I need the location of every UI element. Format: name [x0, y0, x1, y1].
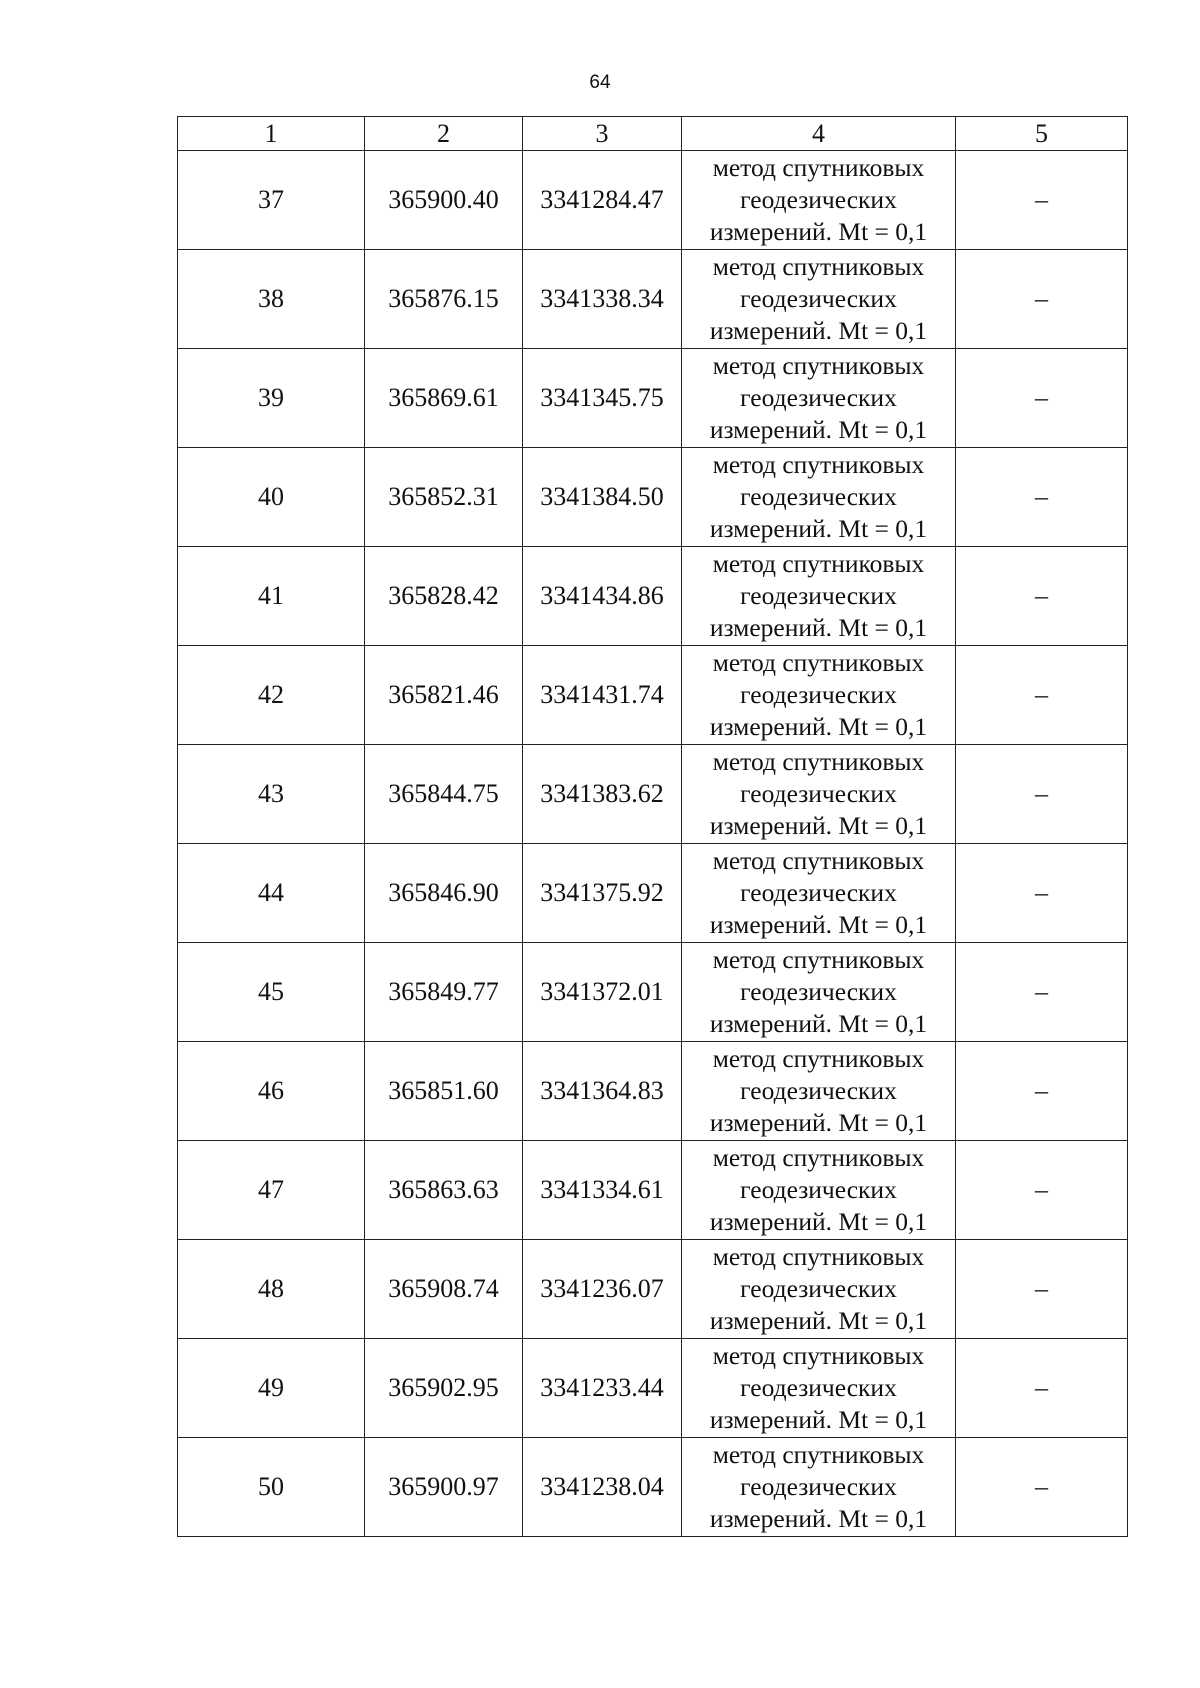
method-line: измерений. Mt = 0,1	[709, 811, 928, 840]
table-row	[178, 1240, 1128, 1339]
method-line: метод спутниковых	[712, 549, 925, 578]
table-row	[178, 943, 1128, 1042]
method-cell	[682, 646, 956, 745]
method-line: метод спутниковых	[712, 1440, 925, 1469]
table-row	[178, 1141, 1128, 1240]
column-header: 3	[523, 117, 682, 151]
method-line: геодезических	[740, 878, 897, 907]
method-cell	[682, 250, 956, 349]
point-number-cell: 37	[178, 151, 365, 250]
x-coordinate-cell: 365863.63	[365, 1141, 523, 1240]
y-coordinate-cell: 3341434.86	[523, 547, 682, 646]
method-line: метод спутниковых	[712, 450, 925, 479]
point-number-cell: 48	[178, 1240, 365, 1339]
table-row	[178, 448, 1128, 547]
method-cell	[682, 349, 956, 448]
point-number-cell: 47	[178, 1141, 365, 1240]
y-coordinate-cell: 3341345.75	[523, 349, 682, 448]
method-cell	[682, 1339, 956, 1438]
point-number-cell: 46	[178, 1042, 365, 1141]
note-cell: –	[956, 547, 1128, 646]
note-cell: –	[956, 1339, 1128, 1438]
y-coordinate-cell: 3341375.92	[523, 844, 682, 943]
table-row	[178, 646, 1128, 745]
point-number-cell: 45	[178, 943, 365, 1042]
x-coordinate-cell: 365876.15	[365, 250, 523, 349]
note-cell: –	[956, 1141, 1128, 1240]
method-line: метод спутниковых	[712, 351, 925, 380]
y-coordinate-cell: 3341372.01	[523, 943, 682, 1042]
note-cell: –	[956, 151, 1128, 250]
note-cell: –	[956, 646, 1128, 745]
method-line: измерений. Mt = 0,1	[709, 1504, 928, 1533]
x-coordinate-cell: 365821.46	[365, 646, 523, 745]
method-line: метод спутниковых	[712, 153, 925, 182]
method-line: геодезических	[740, 482, 897, 511]
table-row	[178, 250, 1128, 349]
method-cell	[682, 943, 956, 1042]
method-cell	[682, 745, 956, 844]
method-line: геодезических	[740, 284, 897, 313]
point-number-cell: 39	[178, 349, 365, 448]
method-line: метод спутниковых	[712, 1341, 925, 1370]
method-line: измерений. Mt = 0,1	[709, 514, 928, 543]
method-line: измерений. Mt = 0,1	[709, 712, 928, 741]
method-cell	[682, 844, 956, 943]
y-coordinate-cell: 3341431.74	[523, 646, 682, 745]
method-line: метод спутниковых	[712, 1242, 925, 1271]
method-cell	[682, 151, 956, 250]
x-coordinate-cell: 365902.95	[365, 1339, 523, 1438]
method-line: измерений. Mt = 0,1	[709, 1009, 928, 1038]
point-number-cell: 49	[178, 1339, 365, 1438]
y-coordinate-cell: 3341384.50	[523, 448, 682, 547]
page-number: 64	[589, 72, 611, 93]
point-number-cell: 38	[178, 250, 365, 349]
method-line: метод спутниковых	[712, 648, 925, 677]
point-number-cell: 50	[178, 1438, 365, 1537]
point-number-cell: 44	[178, 844, 365, 943]
x-coordinate-cell: 365844.75	[365, 745, 523, 844]
note-cell: –	[956, 349, 1128, 448]
method-line: геодезических	[740, 977, 897, 1006]
column-header: 5	[956, 117, 1128, 151]
method-line: измерений. Mt = 0,1	[709, 910, 928, 939]
table-row	[178, 547, 1128, 646]
note-cell: –	[956, 1240, 1128, 1339]
method-line: измерений. Mt = 0,1	[709, 1207, 928, 1236]
note-cell: –	[956, 1438, 1128, 1537]
method-line: геодезических	[740, 1274, 897, 1303]
method-line: геодезических	[740, 1373, 897, 1402]
note-cell: –	[956, 1042, 1128, 1141]
x-coordinate-cell: 365849.77	[365, 943, 523, 1042]
x-coordinate-cell: 365846.90	[365, 844, 523, 943]
method-cell	[682, 1240, 956, 1339]
method-line: геодезических	[740, 383, 897, 412]
x-coordinate-cell: 365852.31	[365, 448, 523, 547]
table-body	[178, 151, 1128, 1537]
y-coordinate-cell: 3341233.44	[523, 1339, 682, 1438]
table-row	[178, 745, 1128, 844]
method-cell	[682, 1042, 956, 1141]
note-cell: –	[956, 943, 1128, 1042]
y-coordinate-cell: 3341383.62	[523, 745, 682, 844]
table-row	[178, 349, 1128, 448]
table-row	[178, 1042, 1128, 1141]
coordinates-table	[177, 116, 1128, 1537]
y-coordinate-cell: 3341238.04	[523, 1438, 682, 1537]
note-cell: –	[956, 844, 1128, 943]
point-number-cell: 41	[178, 547, 365, 646]
point-number-cell: 42	[178, 646, 365, 745]
x-coordinate-cell: 365869.61	[365, 349, 523, 448]
y-coordinate-cell: 3341334.61	[523, 1141, 682, 1240]
table-header-row	[178, 117, 1128, 151]
method-line: измерений. Mt = 0,1	[709, 1405, 928, 1434]
method-line: геодезических	[740, 1472, 897, 1501]
method-line: измерений. Mt = 0,1	[709, 217, 928, 246]
x-coordinate-cell: 365851.60	[365, 1042, 523, 1141]
method-line: геодезических	[740, 581, 897, 610]
table-row	[178, 844, 1128, 943]
method-line: метод спутниковых	[712, 1143, 925, 1172]
method-line: геодезических	[740, 1175, 897, 1204]
method-line: геодезических	[740, 680, 897, 709]
method-cell	[682, 547, 956, 646]
method-line: геодезических	[740, 779, 897, 808]
note-cell: –	[956, 448, 1128, 547]
method-line: измерений. Mt = 0,1	[709, 316, 928, 345]
note-cell: –	[956, 250, 1128, 349]
y-coordinate-cell: 3341236.07	[523, 1240, 682, 1339]
table-row	[178, 1339, 1128, 1438]
method-line: измерений. Mt = 0,1	[709, 415, 928, 444]
method-line: метод спутниковых	[712, 846, 925, 875]
x-coordinate-cell: 365900.97	[365, 1438, 523, 1537]
method-line: геодезических	[740, 185, 897, 214]
point-number-cell: 43	[178, 745, 365, 844]
method-line: измерений. Mt = 0,1	[709, 1108, 928, 1137]
point-number-cell: 40	[178, 448, 365, 547]
table-row	[178, 151, 1128, 250]
method-line: метод спутниковых	[712, 1044, 925, 1073]
column-header: 1	[178, 117, 365, 151]
method-cell	[682, 448, 956, 547]
column-header: 2	[365, 117, 523, 151]
method-cell	[682, 1438, 956, 1537]
method-line: метод спутниковых	[712, 252, 925, 281]
table-row	[178, 1438, 1128, 1537]
method-line: метод спутниковых	[712, 945, 925, 974]
column-header: 4	[682, 117, 956, 151]
y-coordinate-cell: 3341364.83	[523, 1042, 682, 1141]
y-coordinate-cell: 3341338.34	[523, 250, 682, 349]
note-cell: –	[956, 745, 1128, 844]
y-coordinate-cell: 3341284.47	[523, 151, 682, 250]
x-coordinate-cell: 365908.74	[365, 1240, 523, 1339]
method-line: измерений. Mt = 0,1	[709, 1306, 928, 1335]
method-line: метод спутниковых	[712, 747, 925, 776]
method-line: измерений. Mt = 0,1	[709, 613, 928, 642]
method-line: геодезических	[740, 1076, 897, 1105]
x-coordinate-cell: 365900.40	[365, 151, 523, 250]
method-cell	[682, 1141, 956, 1240]
x-coordinate-cell: 365828.42	[365, 547, 523, 646]
